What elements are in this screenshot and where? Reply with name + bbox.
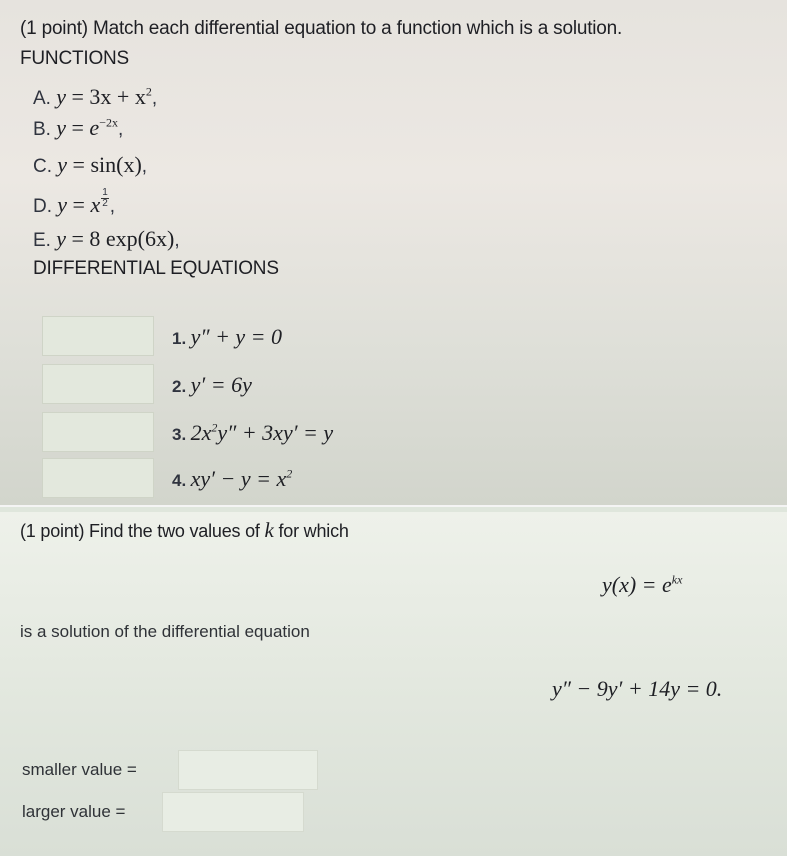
- differential-equation: y″ − 9y′ + 14y = 0.: [552, 676, 723, 701]
- problem-2-panel: [0, 512, 787, 856]
- smaller-value-input[interactable]: [178, 750, 318, 790]
- equation-2: 2. y′ = 6y: [172, 372, 252, 397]
- larger-value-label: larger value =: [22, 802, 126, 821]
- problem-2-header: (1 point) Find the two values of k for which: [20, 518, 349, 542]
- equations-heading: DIFFERENTIAL EQUATIONS: [33, 258, 279, 279]
- solution-function: $y(x) = e^{kx}$: [602, 572, 683, 597]
- differential-equation-prompt: is a solution of the differential equation: [20, 622, 310, 641]
- functions-heading: FUNCTIONS: [20, 48, 130, 69]
- function-a: A. $y = 3x + x^2$,: [33, 84, 158, 109]
- function-d: D. y = x $\frac{1}{2}$ ,: [33, 187, 116, 217]
- answer-input-3[interactable]: [42, 412, 154, 452]
- equation-4: 4. $xy' - y = x^2$: [172, 466, 293, 491]
- answer-input-1[interactable]: [42, 316, 154, 356]
- problem-1-header: (1 point) Match each differential equation to a function which is a solution.: [20, 18, 623, 39]
- function-e: E. y = 8 exp(6x),: [33, 226, 180, 251]
- larger-value-input[interactable]: [162, 792, 304, 832]
- smaller-value-label: smaller value =: [22, 760, 137, 779]
- function-c: C. y = sin(x),: [33, 152, 148, 177]
- exponent-fraction: $\frac{1}{2}$: [102, 187, 108, 210]
- equation-1: 1. y″ + y = 0: [172, 324, 283, 349]
- answer-input-2[interactable]: [42, 364, 154, 404]
- equation-3: 3. $2x^2y'' + 3xy' = y$: [172, 420, 334, 445]
- answer-input-4[interactable]: [42, 458, 154, 498]
- function-b: B. $y = e^{-2x}$,: [33, 115, 124, 140]
